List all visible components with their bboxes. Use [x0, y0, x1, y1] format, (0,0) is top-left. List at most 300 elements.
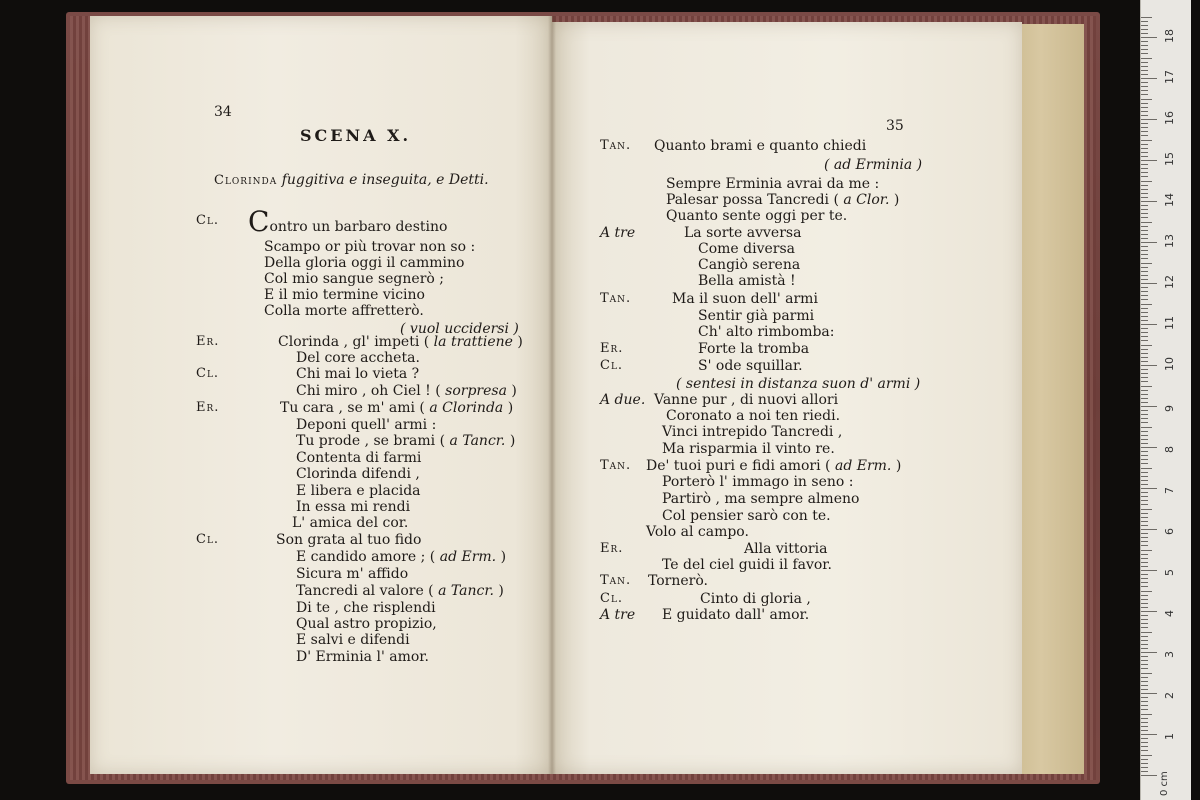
ruler-tick [1141, 283, 1157, 284]
scene-title: SCENA X. [300, 126, 412, 145]
verse-text: Vinci intrepido Tancredi , [662, 424, 843, 440]
ruler-tick [1141, 230, 1148, 231]
ruler-tick [1141, 623, 1148, 624]
speaker-label: A tre [600, 225, 636, 241]
speaker-label: Tan. [600, 573, 632, 588]
ruler-number: 8 [1163, 446, 1176, 453]
ruler-tick [1141, 750, 1148, 751]
ruler-number: 3 [1163, 651, 1176, 658]
verse-text: Deponi quell' armi : [296, 417, 437, 433]
ruler-tick [1141, 213, 1148, 214]
ruler-tick [1141, 345, 1152, 346]
closing-paren: ) [498, 583, 504, 599]
ruler-tick [1141, 521, 1148, 522]
ruler-tick [1141, 525, 1148, 526]
ruler-tick [1141, 164, 1148, 165]
ruler-tick [1141, 25, 1148, 26]
ruler-tick [1141, 689, 1148, 690]
verse-line [666, 192, 899, 208]
verse-line [296, 583, 504, 599]
verse-text: ( vuol uccidersi ) [400, 321, 519, 337]
ruler-tick [1141, 767, 1148, 768]
ruler-tick [1141, 763, 1148, 764]
ruler-tick [1141, 49, 1148, 50]
verse-line [296, 433, 515, 449]
ruler-tick [1141, 595, 1148, 596]
verse-line [698, 241, 795, 257]
ruler-tick [1141, 86, 1148, 87]
ruler-tick [1141, 591, 1152, 592]
speaker-label: Tan. [600, 458, 632, 473]
verse-text: Cinto di gloria , [700, 591, 811, 607]
ruler-tick [1141, 722, 1148, 723]
verse-text: In essa mi rendi [296, 499, 411, 515]
verse-text: Chi miro , oh Ciel ! ( [296, 383, 441, 399]
verse-text: Della gloria oggi il cammino [264, 255, 465, 271]
ruler-tick [1141, 718, 1148, 719]
verse-line [296, 350, 420, 366]
stage-direction [676, 376, 920, 392]
verse-line [276, 532, 421, 548]
ruler-tick [1141, 328, 1148, 329]
verse-text: Colla morte affretterò. [264, 303, 424, 319]
ruler-tick [1141, 677, 1148, 678]
verse-text: Tu cara , se m' ami ( [280, 400, 425, 416]
closing-paren: ) [509, 433, 516, 449]
ruler-tick [1141, 189, 1148, 190]
verse-text: Son grata al tuo fido [276, 532, 422, 548]
ruler-tick [1141, 480, 1148, 481]
ruler-tick [1141, 33, 1148, 34]
verse-text: E salvi e difendi [296, 632, 410, 648]
ruler-tick [1141, 541, 1148, 542]
ruler-tick [1141, 746, 1148, 747]
verse-text: Quanto brami e quanto chiedi [654, 138, 867, 154]
ruler-tick [1141, 377, 1148, 378]
ruler-tick [1141, 693, 1157, 694]
ruler-number: 16 [1163, 111, 1176, 125]
ruler-tick [1141, 742, 1148, 743]
verse-line [296, 600, 436, 616]
endpaper [1012, 24, 1084, 774]
ruler-tick [1141, 369, 1148, 370]
ruler-tick [1141, 45, 1148, 46]
ruler-number: 11 [1163, 316, 1176, 330]
verse-text: E il mio termine vicino [264, 287, 425, 303]
ruler-tick [1141, 714, 1152, 715]
verse-text: Ma il suon dell' armi [672, 291, 818, 307]
ruler-tick [1141, 246, 1148, 247]
heading-character: Clorinda [214, 173, 278, 188]
verse-line [296, 417, 436, 433]
ruler-tick [1141, 53, 1148, 54]
ruler-tick [1141, 410, 1148, 411]
ruler-tick [1141, 513, 1148, 514]
ruler-tick [1141, 222, 1152, 223]
ruler-tick [1141, 558, 1148, 559]
verse-line [296, 616, 437, 632]
ruler-tick [1141, 131, 1148, 132]
ruler-tick [1141, 201, 1157, 202]
ruler-number: 14 [1163, 193, 1176, 207]
ruler-tick [1141, 336, 1148, 337]
ruler-tick [1141, 107, 1148, 108]
inline-stage-direction: a Clorinda [424, 400, 508, 416]
page-number-right: 35 [886, 118, 904, 134]
ruler-tick [1141, 488, 1157, 489]
scene-heading [214, 172, 489, 189]
ruler-tick [1141, 185, 1148, 186]
ruler-tick [1141, 160, 1157, 161]
ruler-tick [1141, 168, 1148, 169]
ruler-tick [1141, 152, 1148, 153]
ruler-tick [1141, 603, 1148, 604]
ruler-tick [1141, 439, 1148, 440]
ruler-tick [1141, 586, 1148, 587]
ruler-tick [1141, 21, 1148, 22]
verse-line [296, 383, 517, 399]
verse-text: Col mio sangue segnerò ; [264, 271, 444, 287]
ruler-tick [1141, 135, 1148, 136]
ruler-number: 2 [1163, 692, 1176, 699]
ruler-number: 13 [1163, 234, 1176, 248]
verse-line [744, 541, 827, 557]
speaker-label: Er. [196, 334, 220, 349]
ruler-tick [1141, 504, 1148, 505]
speaker-label: Er. [600, 341, 624, 356]
heading-stage-direction: fuggitiva e inseguita, e Detti. [281, 172, 489, 188]
verse-text: Clorinda difendi , [296, 466, 420, 482]
ruler-tick [1141, 734, 1157, 735]
ruler-number: 17 [1163, 70, 1176, 84]
verse-text: ( sentesi in distanza suon d' armi ) [676, 376, 921, 392]
ruler-number: 9 [1163, 405, 1176, 412]
verse-text: Clorinda , gl' impeti ( [278, 334, 430, 350]
inline-stage-direction: la trattiene [429, 334, 518, 350]
ruler-tick [1141, 205, 1148, 206]
ruler-tick [1141, 759, 1148, 760]
ruler-tick [1141, 209, 1148, 210]
verse-line [296, 632, 410, 648]
verse-text: Sentir già parmi [698, 308, 815, 324]
verse-line [662, 424, 842, 440]
verse-text: De' tuoi puri e fidi amori ( [646, 458, 831, 474]
verse-line [296, 483, 421, 499]
ruler-tick [1141, 422, 1148, 423]
speaker-label: Er. [196, 400, 220, 415]
closing-paren: ) [511, 383, 517, 399]
ruler-tick [1141, 144, 1148, 145]
inline-stage-direction: a Tancr. [433, 583, 499, 599]
ruler-tick [1141, 582, 1148, 583]
verse-line [698, 308, 814, 324]
ruler-tick [1141, 320, 1148, 321]
ruler-tick [1141, 361, 1148, 362]
verse-line [296, 649, 429, 665]
ruler-tick [1141, 705, 1148, 706]
verse-text: ( ad Erminia ) [824, 157, 923, 173]
verse-text: Scampo or più trovar non so : [264, 239, 476, 255]
verse-line [264, 271, 444, 287]
ruler-tick [1141, 312, 1148, 313]
ruler-tick [1141, 578, 1148, 579]
ruler-number: 5 [1163, 569, 1176, 576]
inline-stage-direction: ad Erm. [830, 458, 896, 474]
inline-stage-direction: a Clor. [838, 192, 894, 208]
verse-line [296, 566, 408, 582]
ruler-tick [1141, 37, 1157, 38]
ruler-tick [1141, 685, 1148, 686]
ruler-tick [1141, 353, 1148, 354]
verse-text: Coronato a noi ten riedi. [666, 408, 841, 424]
ruler-number: 6 [1163, 528, 1176, 535]
ruler-tick [1141, 332, 1148, 333]
ruler-tick [1141, 660, 1148, 661]
ruler-tick [1141, 533, 1148, 534]
ruler-tick [1141, 291, 1148, 292]
ruler-tick [1141, 472, 1148, 473]
ruler-tick [1141, 238, 1148, 239]
ruler-tick [1141, 652, 1157, 653]
ruler-tick [1141, 62, 1148, 63]
ruler-tick [1141, 394, 1148, 395]
ruler-tick [1141, 435, 1148, 436]
ruler-tick [1141, 500, 1148, 501]
ruler-unit-label: 0 cm [1159, 771, 1170, 796]
ruler-tick [1141, 673, 1152, 674]
ruler-tick [1141, 562, 1148, 563]
verse-line [662, 441, 835, 457]
page-number-left: 34 [214, 104, 232, 120]
ruler-tick [1141, 664, 1148, 665]
verse-line [654, 392, 838, 408]
ruler-tick [1141, 357, 1148, 358]
ruler-tick [1141, 632, 1152, 633]
ruler-tick [1141, 115, 1148, 116]
verse-line [654, 138, 866, 154]
ruler-tick [1141, 295, 1148, 296]
closing-paren: ) [507, 400, 514, 416]
ruler-tick [1141, 94, 1148, 95]
verse-line [296, 549, 506, 565]
ruler-tick [1141, 611, 1157, 612]
ruler-tick [1141, 386, 1152, 387]
ruler-tick [1141, 599, 1148, 600]
ruler-tick [1141, 267, 1148, 268]
speaker-label: Er. [600, 541, 624, 556]
verse-text: Partirò , ma sempre almeno [662, 491, 860, 507]
inline-stage-direction: sorpresa [440, 383, 512, 399]
ruler-tick [1141, 550, 1152, 551]
ruler-tick [1141, 156, 1148, 157]
verse-line [280, 400, 513, 416]
verse-line [296, 366, 419, 382]
ruler-tick [1141, 529, 1157, 530]
ruler-tick [1141, 656, 1148, 657]
verse-text: Col pensier sarò con te. [662, 508, 831, 524]
ruler-tick [1141, 82, 1148, 83]
ruler-tick [1141, 70, 1148, 71]
verse-text: Alla vittoria [744, 541, 828, 557]
verse-line [684, 225, 801, 241]
verse-text: Ch' alto rimbomba: [698, 324, 835, 340]
ruler-tick [1141, 775, 1157, 776]
verse-line [698, 257, 800, 273]
ruler-tick [1141, 545, 1148, 546]
ruler-tick [1141, 517, 1148, 518]
ruler-tick [1141, 492, 1148, 493]
closing-paren: ) [517, 334, 523, 350]
verse-line [264, 239, 475, 255]
ruler-tick [1141, 66, 1148, 67]
ruler-tick [1141, 197, 1148, 198]
ruler-tick [1141, 447, 1157, 448]
measuring-ruler [1140, 0, 1191, 800]
inline-stage-direction: ad Erm. [435, 549, 501, 565]
ruler-tick [1141, 451, 1148, 452]
verse-text: S' ode squillar. [698, 358, 803, 374]
verse-line [662, 508, 831, 524]
drop-capital: C [248, 205, 270, 238]
ruler-tick [1141, 636, 1148, 637]
ruler-tick [1141, 103, 1148, 104]
ruler-tick [1141, 455, 1148, 456]
ruler-tick [1141, 627, 1148, 628]
verse-line [662, 491, 859, 507]
closing-paren: ) [500, 549, 507, 565]
verse-text: Sicura m' affido [296, 566, 409, 582]
verse-text: Come diversa [698, 241, 796, 257]
ruler-tick [1141, 414, 1148, 415]
ruler-tick [1141, 324, 1157, 325]
verse-line [666, 208, 847, 224]
ruler-tick [1141, 250, 1148, 251]
ruler-number: 15 [1163, 152, 1176, 166]
verse-text: Palesar possa Tancredi ( [666, 192, 839, 208]
ruler-tick [1141, 463, 1148, 464]
book-gutter [548, 16, 556, 774]
ruler-tick [1141, 537, 1148, 538]
verse-text: Tornerò. [648, 573, 708, 589]
verse-text: Qual astro propizio, [296, 616, 437, 632]
verse-text: Porterò l' immago in seno : [662, 474, 854, 490]
verse-text: Forte la tromba [698, 341, 810, 357]
ruler-tick [1141, 234, 1148, 235]
ruler-tick [1141, 738, 1148, 739]
verse-text: Volo al campo. [646, 524, 749, 540]
speaker-label: Cl. [600, 591, 624, 606]
ruler-tick [1141, 615, 1148, 616]
verse-text: La sorte avversa [684, 225, 802, 241]
verse-line [278, 334, 523, 350]
verse-line [248, 205, 448, 238]
ruler-tick [1141, 574, 1148, 575]
ruler-number: 10 [1163, 357, 1176, 371]
ruler-tick [1141, 148, 1148, 149]
ruler-tick [1141, 427, 1152, 428]
stage-direction [824, 157, 922, 173]
verse-line [666, 176, 879, 192]
ruler-tick [1141, 90, 1148, 91]
verse-line [264, 303, 424, 319]
ruler-tick [1141, 381, 1148, 382]
ruler-tick [1141, 340, 1148, 341]
ruler-tick [1141, 701, 1148, 702]
ruler-tick [1141, 193, 1148, 194]
ruler-tick [1141, 123, 1148, 124]
verse-line [698, 324, 835, 340]
inline-stage-direction: a Tancr. [445, 433, 510, 449]
verse-line [296, 466, 420, 482]
verse-line [646, 524, 749, 540]
verse-line [662, 474, 853, 490]
ruler-tick [1141, 771, 1148, 772]
ruler-tick [1141, 640, 1148, 641]
ruler-tick [1141, 299, 1148, 300]
ruler-tick [1141, 509, 1152, 510]
ruler-tick [1141, 570, 1157, 571]
ruler-tick [1141, 398, 1148, 399]
verse-text: Cangiò serena [698, 257, 801, 273]
verse-line [648, 573, 708, 589]
verse-line [292, 515, 408, 531]
ruler-number: 18 [1163, 29, 1176, 43]
ruler-tick [1141, 619, 1148, 620]
speaker-label: Tan. [600, 291, 632, 306]
verse-text: Ma risparmia il vinto re. [662, 441, 835, 457]
ruler-tick [1141, 468, 1152, 469]
ruler-tick [1141, 254, 1148, 255]
verse-line [662, 557, 832, 573]
ruler-tick [1141, 29, 1148, 30]
ruler-tick [1141, 607, 1148, 608]
verse-line [646, 458, 901, 474]
verse-line [698, 358, 803, 374]
verse-text: ontro un barbaro destino [269, 219, 448, 235]
ruler-tick [1141, 648, 1148, 649]
ruler-tick [1141, 484, 1148, 485]
ruler-tick [1141, 418, 1148, 419]
speaker-label: Tan. [600, 138, 632, 153]
verse-text: Del core accheta. [296, 350, 420, 366]
verse-text: E guidato dall' amor. [662, 607, 810, 623]
speaker-label: Cl. [600, 358, 624, 373]
ruler-tick [1141, 172, 1148, 173]
ruler-tick [1141, 431, 1148, 432]
ruler-tick [1141, 176, 1148, 177]
verse-text: Te del ciel guidi il favor. [662, 557, 832, 573]
verse-text: Tancredi al valore ( [296, 583, 434, 599]
verse-line [698, 273, 796, 289]
verse-line [672, 291, 818, 307]
verse-text: Tu prode , se brami ( [296, 433, 446, 449]
ruler-tick [1141, 217, 1148, 218]
verse-line [296, 450, 421, 466]
ruler-tick [1141, 271, 1148, 272]
ruler-number: 7 [1163, 487, 1176, 494]
ruler-tick [1141, 755, 1152, 756]
ruler-tick [1141, 668, 1148, 669]
ruler-tick [1141, 644, 1148, 645]
ruler-tick [1141, 279, 1148, 280]
ruler-tick [1141, 242, 1157, 243]
ruler-tick [1141, 263, 1152, 264]
verse-line [296, 499, 410, 515]
ruler-tick [1141, 406, 1157, 407]
verse-text: Quanto sente oggi per te. [666, 208, 848, 224]
ruler-tick [1141, 111, 1148, 112]
verse-text: Di te , che risplendi [296, 600, 436, 616]
